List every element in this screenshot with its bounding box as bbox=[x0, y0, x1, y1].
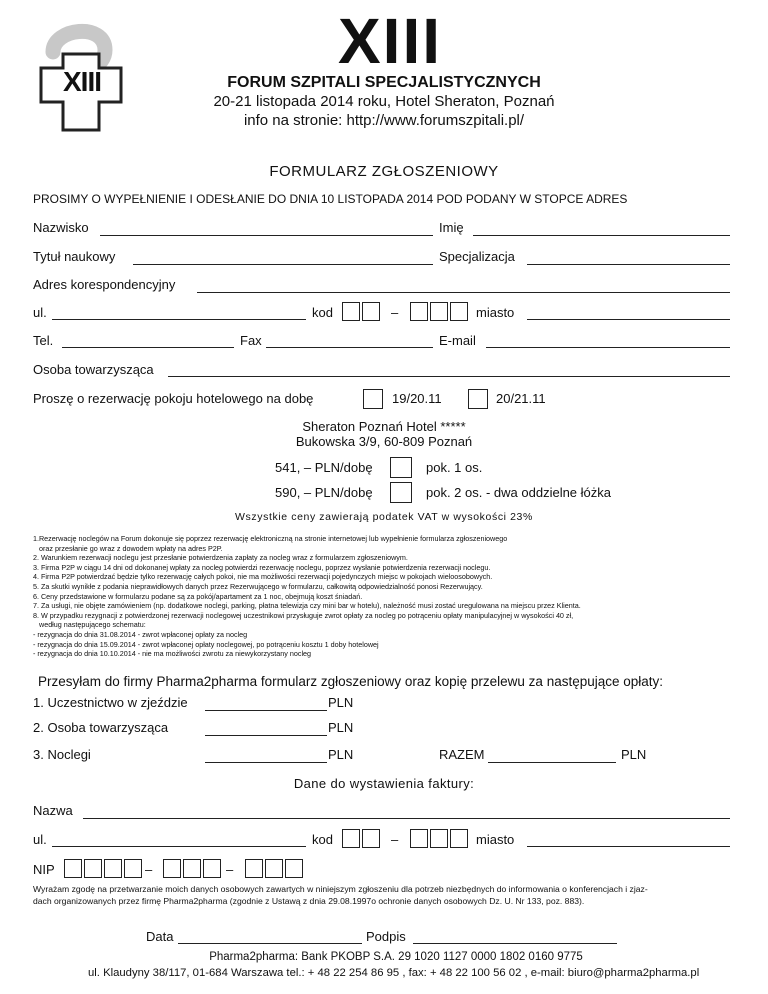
invoice-name-field[interactable] bbox=[83, 818, 730, 819]
postcode-digit-1[interactable] bbox=[342, 302, 360, 321]
terms-line: 1.Rezerwację noclegów na Forum dokonuje się poprzez rezerwację elektroniczną na stronie internetowej lub wypełnienie formularza zgłoszeniowego bbox=[33, 534, 508, 543]
phone-label: Tel. bbox=[33, 333, 54, 348]
first-name-field[interactable] bbox=[473, 235, 730, 236]
invoice-postcode-digit-1[interactable] bbox=[342, 829, 360, 848]
city-label: miasto bbox=[476, 305, 515, 320]
logo-text: XIII bbox=[62, 66, 101, 97]
night-1-checkbox[interactable] bbox=[363, 389, 383, 409]
phone-field[interactable] bbox=[62, 347, 234, 348]
nip-digit-8[interactable] bbox=[245, 859, 263, 878]
email-label: E-mail bbox=[439, 333, 476, 348]
specialization-label: Specjalizacja bbox=[439, 249, 515, 264]
nip-digit-7[interactable] bbox=[203, 859, 221, 878]
address-label: Adres korespondencyjny bbox=[33, 277, 176, 292]
invoice-name-label: Nazwa bbox=[33, 803, 73, 818]
nip-digit-4[interactable] bbox=[124, 859, 142, 878]
nip-digit-10[interactable] bbox=[285, 859, 303, 878]
payment-item-2-field[interactable] bbox=[205, 735, 327, 736]
terms-list bbox=[33, 534, 743, 659]
invoice-street-field[interactable] bbox=[52, 846, 306, 847]
terms-line: - rezygnacja do dnia 15.09.2014 - zwrot wpłaconej opłaty noclegowej, po potrąceniu kosztu 1 doby hotelowej bbox=[33, 639, 379, 649]
double-room-checkbox[interactable] bbox=[390, 482, 412, 503]
signature-label: Podpis bbox=[366, 929, 406, 944]
first-name-label: Imię bbox=[439, 220, 464, 235]
price-single: 541, – PLN/dobę bbox=[275, 460, 373, 475]
companion-field[interactable] bbox=[168, 376, 730, 377]
total-field[interactable] bbox=[488, 762, 616, 763]
terms-line: 4. Firma P2P potwierdzać będzie tylko rezerwację całych pokoi, nie ma możliwości rezerwacji pojedynczych miejsc w pokojach wieloosobowych. bbox=[33, 572, 493, 582]
single-room-checkbox[interactable] bbox=[390, 457, 412, 478]
nip-dash-2: – bbox=[226, 862, 234, 877]
event-date-place: 20-21 listopada 2014 roku, Hotel Sheraton, Poznań bbox=[213, 93, 555, 110]
invoice-postcode-digit-3[interactable] bbox=[410, 829, 428, 848]
form-title: FORMULARZ ZGŁOSZENIOWY bbox=[269, 163, 499, 180]
vat-note: Wszystkie ceny zawierają podatek VAT w wysokości 23% bbox=[235, 511, 533, 523]
invoice-postcode-label: kod bbox=[312, 832, 333, 847]
nip-digit-3[interactable] bbox=[104, 859, 122, 878]
consent-line-2: dach organizowanych przez firmę Pharma2pharma (zgodnie z Ustawą z dnia 29.08.1997o ochronie danych osobowych Dz. U. Nr 133, poz. 883). bbox=[33, 896, 585, 906]
payment-item-1-currency: PLN bbox=[328, 695, 354, 710]
terms-line: 8. W przypadku rezygnacji z potwierdzonej rezerwacji noclegowej uczestnikowi przysługuje zwrot opłaty za nocleg po potrąceniu opłaty manipulacyjnej w wysokości 40 zł, bbox=[33, 610, 574, 620]
total-label: RAZEM bbox=[439, 747, 485, 762]
night-2-checkbox[interactable] bbox=[468, 389, 488, 409]
form-instruction: PROSIMY O WYPEŁNIENIE I ODESŁANIE DO DNIA 10 LISTOPADA 2014 POD PODANY W STOPCE ADRES bbox=[33, 192, 628, 206]
terms-line: - rezygnacja do dnia 31.08.2014 - zwrot wpłaconej opłaty za nocleg bbox=[33, 629, 248, 639]
date-field[interactable] bbox=[178, 943, 362, 944]
postcode-label: kod bbox=[312, 305, 333, 320]
specialization-field[interactable] bbox=[527, 264, 730, 265]
nip-digit-6[interactable] bbox=[183, 859, 201, 878]
footer-address: ul. Klaudyny 38/117, 01-684 Warszawa tel.: + 48 22 254 86 95 , fax: + 48 22 100 56 02 , e-mail: biuro@pharma2pharma.pl bbox=[88, 967, 700, 979]
fax-label: Fax bbox=[240, 333, 262, 348]
street-field[interactable] bbox=[52, 319, 306, 320]
nip-label: NIP bbox=[33, 862, 55, 877]
footer-bank: Pharma2pharma: Bank PKOBP S.A. 29 1020 1127 0000 1802 0160 9775 bbox=[209, 951, 583, 963]
big-title: XIII bbox=[337, 5, 443, 77]
consent-line-1: Wyrażam zgodę na przetwarzanie moich danych osobowych zawartych w niniejszym zgłoszeniu dla potrzeb niezbędnych do informowania o konferencjach i zjaz- bbox=[33, 884, 648, 894]
night-2-label: 20/21.11 bbox=[496, 391, 546, 406]
postcode-digit-2[interactable] bbox=[362, 302, 380, 321]
street-label: ul. bbox=[33, 305, 47, 320]
address-field[interactable] bbox=[197, 292, 730, 293]
title-label: Tytuł naukowy bbox=[33, 249, 116, 264]
invoice-postcode-digit-5[interactable] bbox=[450, 829, 468, 848]
postcode-digit-4[interactable] bbox=[430, 302, 448, 321]
invoice-postcode-digit-4[interactable] bbox=[430, 829, 448, 848]
invoice-postcode-dash: – bbox=[391, 832, 399, 847]
terms-line: - rezygnacja do dnia 10.10.2014 - nie ma możliwości zwrotu za niewykorzystany nocleg bbox=[33, 649, 312, 659]
payment-item-2-label: 2. Osoba towarzysząca bbox=[33, 720, 169, 735]
terms-line: 2. Warunkiem rezerwacji noclegu jest przesłanie potwierdzenia zapłaty za nocleg wraz z formularzem zgłoszeniowym. bbox=[33, 553, 408, 563]
hotel-name: Sheraton Poznań Hotel ***** bbox=[302, 419, 466, 434]
price-double: 590, – PLN/dobę bbox=[275, 485, 373, 500]
hotel-address: Bukowska 3/9, 60-809 Poznań bbox=[295, 434, 473, 449]
invoice-city-field[interactable] bbox=[527, 846, 730, 847]
terms-line: oraz przesłanie go wraz z dowodem wpłaty na adres P2P. bbox=[39, 543, 223, 553]
payment-item-1-label: 1. Uczestnictwo w zjeździe bbox=[33, 695, 188, 710]
postcode-digit-3[interactable] bbox=[410, 302, 428, 321]
payment-item-3-label: 3. Noclegi bbox=[33, 747, 91, 762]
terms-line: 5. Za skutki wynikłe z podania nieprawidłowych danych przez Rezerwującego w formularzu, całkowitą odpowiedzialność ponosi Rezerwujący. bbox=[33, 581, 483, 591]
signature-field[interactable] bbox=[413, 943, 617, 944]
terms-line: 3. Firma P2P w ciągu 14 dni od dokonanej wpłaty za nocleg potwierdzi rezerwację noclegu, poprzez wysłanie potwierdzenia rezerwacji noclegu. bbox=[33, 562, 491, 572]
city-field[interactable] bbox=[527, 319, 730, 320]
date-label: Data bbox=[146, 929, 174, 944]
companion-label: Osoba towarzysząca bbox=[33, 362, 154, 377]
nip-digit-5[interactable] bbox=[163, 859, 181, 878]
terms-line: 7. Za usługi, nie objęte zamówieniem (np. dodatkowe noclegi, parking, płatna telewizja czy mini bar w hotelu), należność musi zostać uregulowana na miejscu przez Klienta. bbox=[33, 601, 581, 611]
title-field[interactable] bbox=[133, 264, 433, 265]
surname-field[interactable] bbox=[100, 235, 433, 236]
invoice-postcode-digit-2[interactable] bbox=[362, 829, 380, 848]
room-double-label: pok. 2 os. - dwa oddzielne łóżka bbox=[426, 485, 611, 500]
fax-field[interactable] bbox=[266, 347, 433, 348]
email-field[interactable] bbox=[486, 347, 730, 348]
surname-label: Nazwisko bbox=[33, 220, 89, 235]
invoice-street-label: ul. bbox=[33, 832, 47, 847]
payment-heading: Przesyłam do firmy Pharma2pharma formularz zgłoszeniowy oraz kopię przelewu za następujące opłaty: bbox=[38, 674, 664, 689]
forum-name: FORUM SZPITALI SPECJALISTYCZNYCH bbox=[227, 74, 541, 91]
postcode-dash: – bbox=[391, 305, 399, 320]
payment-item-2-currency: PLN bbox=[328, 720, 354, 735]
invoice-heading: Dane do wystawienia faktury: bbox=[293, 776, 475, 791]
nip-digit-2[interactable] bbox=[84, 859, 102, 878]
nip-digit-1[interactable] bbox=[64, 859, 82, 878]
payment-item-3-currency: PLN bbox=[328, 747, 354, 762]
payment-item-3-field[interactable] bbox=[205, 762, 327, 763]
event-info-url: info na stronie: http://www.forumszpitali.pl/ bbox=[243, 112, 525, 129]
terms-line: według następującego schematu: bbox=[39, 620, 146, 630]
room-single-label: pok. 1 os. bbox=[426, 460, 483, 475]
night-1-label: 19/20.11 bbox=[392, 391, 442, 406]
payment-item-1-field[interactable] bbox=[205, 710, 327, 711]
nip-dash-1: – bbox=[145, 862, 153, 877]
hotel-request-label: Proszę o rezerwację pokoju hotelowego na dobę bbox=[33, 391, 314, 406]
terms-line: 6. Ceny przedstawione w formularzu podane są za pokój/apartament za 1 noc, obejmują koszt śniadań. bbox=[33, 591, 363, 601]
invoice-city-label: miasto bbox=[476, 832, 515, 847]
postcode-digit-5[interactable] bbox=[450, 302, 468, 321]
total-currency: PLN bbox=[621, 747, 647, 762]
nip-digit-9[interactable] bbox=[265, 859, 283, 878]
